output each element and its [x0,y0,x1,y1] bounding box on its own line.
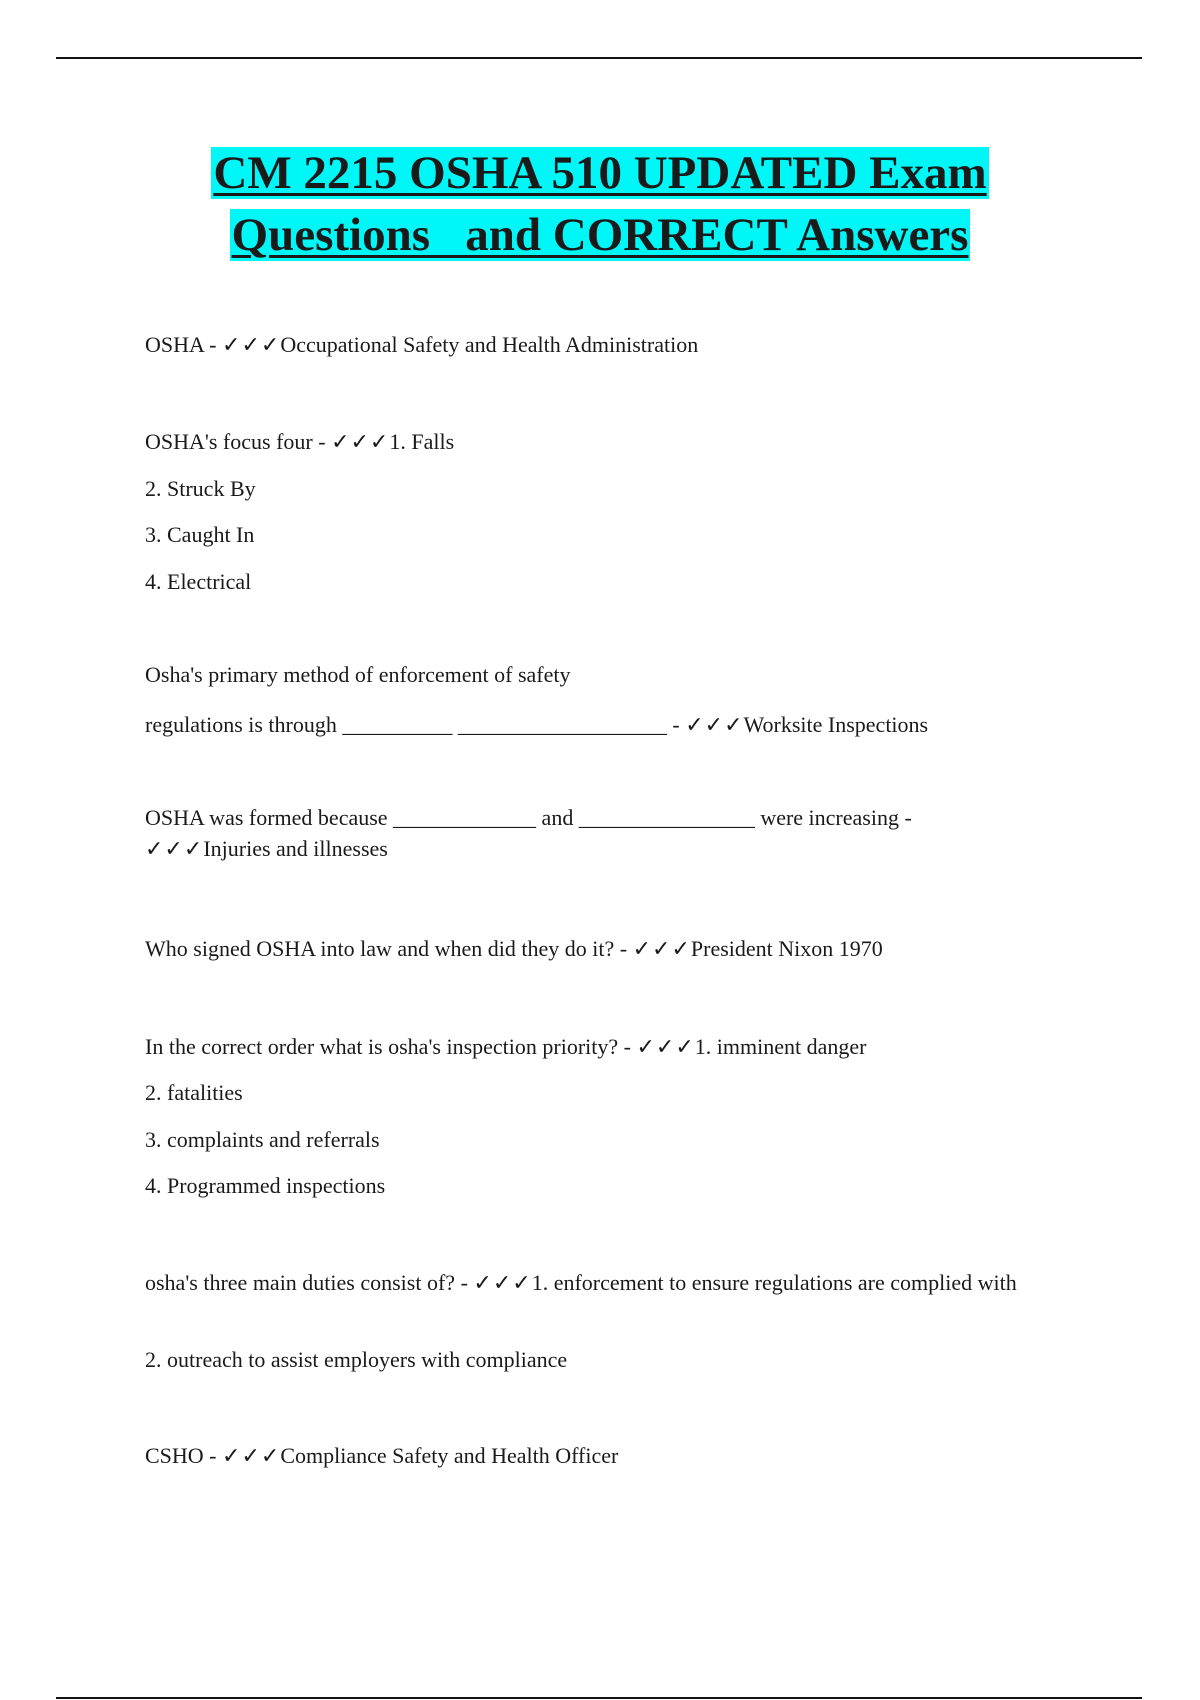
question-text: osha's three main duties consist of? - [145,1270,474,1295]
document-title [0,142,1200,266]
qa-item-signed [145,933,1065,964]
checkmark-icon: ✓✓✓ [331,429,390,454]
checkmark-icon: ✓✓✓ [145,836,204,861]
qa-item-osha [145,329,1065,360]
qa-item-formed [145,802,1025,864]
answer-list-item: 4. Programmed inspections [145,1173,386,1198]
answer-list-item: 2. Struck By [145,476,256,501]
answer-list-item: 4. Electrical [145,569,252,594]
question-line: Osha's primary method of enforcement of safety [145,662,571,687]
question-text: OSHA - [145,332,223,357]
answer-text: Worksite Inspections [743,712,929,737]
answer-text: Compliance Safety and Health Officer [280,1443,619,1468]
answer-text: 1. imminent danger [694,1034,867,1059]
checkmark-icon: ✓✓✓ [222,1443,281,1468]
checkmark-icon: ✓✓✓ [473,1270,532,1295]
answer-list-item: 3. complaints and referrals [145,1127,380,1152]
question-text: OSHA's focus four - [145,429,332,454]
title-line-2: Questions and CORRECT Answers [231,209,969,261]
checkmark-icon: ✓✓✓ [632,936,691,961]
qa-item-focus-four [145,426,1065,457]
answer-text: 1. enforcement to ensure regulations are complied with [531,1270,1017,1295]
qa-item-priority [145,1031,1065,1062]
title-line-1: CM 2215 OSHA 510 UPDATED Exam [213,147,987,199]
bottom-rule [56,1697,1142,1699]
question-text: In the correct order what is osha's inspection priority? - [145,1034,637,1059]
checkmark-icon: ✓✓✓ [685,712,744,737]
question-text: regulations is through __________ ___________________ - [145,712,686,737]
answer-text: Injuries and illnesses [203,836,388,861]
qa-item-duties [145,1267,1065,1298]
answer-text: President Nixon 1970 [690,936,883,961]
qa-item-csho [145,1440,1065,1471]
answer-list-item: 2. outreach to assist employers with compliance [145,1347,568,1372]
answer-text: Occupational Safety and Health Administration [280,332,699,357]
answer-list-item: 3. Caught In [145,522,255,547]
question-text: CSHO - [145,1443,223,1468]
answer-list-item: 2. fatalities [145,1080,243,1105]
qa-item-enforcement [145,709,1065,740]
answer-text: 1. Falls [389,429,455,454]
checkmark-icon: ✓✓✓ [636,1034,695,1059]
question-text: OSHA was formed because _____________ and ________________ were increasing - [145,805,912,830]
question-text: Who signed OSHA into law and when did they do it? - [145,936,633,961]
checkmark-icon: ✓✓✓ [222,332,281,357]
top-rule [56,57,1142,59]
